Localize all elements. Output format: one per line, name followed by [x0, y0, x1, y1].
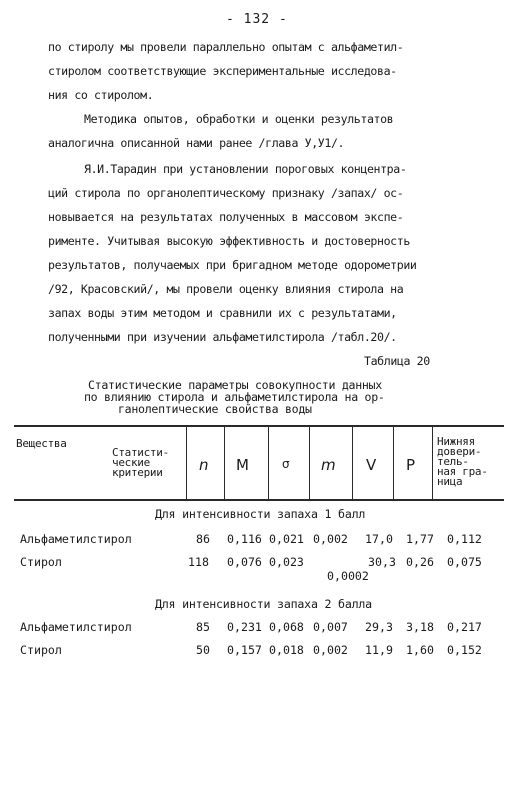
- row-v: 11,9: [365, 643, 393, 657]
- row-v: 17,0: [365, 532, 393, 546]
- paragraph-line: ций стирола по органолептическому признаку /запах/ ос-: [48, 186, 404, 200]
- row-v: 30,3: [368, 555, 396, 569]
- header-m: m: [321, 456, 336, 474]
- row-substance: Стирол: [20, 555, 62, 569]
- header-v: V: [366, 456, 377, 474]
- paragraph-line: Я.И.Тарадин при установлении пороговых концентра-: [84, 162, 407, 176]
- row-p: 3,18: [406, 620, 434, 634]
- row-sigma: 0,068: [269, 620, 304, 634]
- header-n: n: [199, 456, 209, 474]
- row-p: 1,60: [406, 643, 434, 657]
- row-n: 118: [188, 555, 209, 569]
- group-title: Для интенсивности запаха 2 балла: [155, 597, 372, 611]
- row-m: 0,002: [313, 643, 348, 657]
- column-divider: [186, 426, 187, 499]
- row-m: 0,002: [313, 532, 348, 546]
- row-n: 50: [196, 643, 210, 657]
- row-mean: 0,157: [227, 643, 262, 657]
- column-divider: [432, 426, 433, 499]
- row-sigma: 0,018: [269, 643, 304, 657]
- column-divider: [393, 426, 394, 499]
- table-caption-line: по влиянию стирола и альфаметилстирола на ор-: [84, 390, 385, 404]
- column-divider: [309, 426, 310, 499]
- row-p: 0,26: [406, 555, 434, 569]
- row-mean: 0,116: [227, 532, 262, 546]
- row-mean: 0,231: [227, 620, 262, 634]
- row-m: 0,007: [313, 620, 348, 634]
- table-header-rule: [14, 499, 504, 501]
- row-n: 86: [196, 532, 210, 546]
- paragraph-line: /92, Красовский/, мы провели оценку влияния стирола на: [48, 282, 404, 296]
- paragraph-line: рименте. Учитывая высокую эффективность и достоверность: [48, 234, 410, 248]
- group-title: Для интенсивности запаха 1 балл: [155, 507, 366, 521]
- row-mean: 0,076: [227, 555, 262, 569]
- paragraph-line: запах воды этим методом и сравнили их с результатами,: [48, 306, 397, 320]
- row-substance: Альфаметилстирол: [20, 532, 132, 546]
- table-label: Таблица 20: [364, 354, 430, 368]
- column-divider: [224, 426, 225, 499]
- paragraph-line: результатов, получаемых при бригадном методе одорометрии: [48, 258, 417, 272]
- row-sigma: 0,021: [269, 532, 304, 546]
- column-divider: [268, 426, 269, 499]
- page-number: - 132 -: [226, 12, 288, 27]
- header-p: P: [406, 456, 416, 474]
- table-caption-line: ганолептические свойства воды: [118, 402, 312, 416]
- paragraph-line: аналогична описанной нами ранее /глава У,У1/.: [48, 136, 345, 150]
- row-sigma: 0,023: [269, 555, 304, 569]
- header-criteria: Статисти- ческие критерии: [112, 446, 169, 479]
- column-divider: [352, 426, 353, 499]
- paragraph-line: стиролом соответствующие экспериментальные исследова-: [48, 64, 397, 78]
- row-lower: 0,075: [447, 555, 482, 569]
- row-v: 29,3: [365, 620, 393, 634]
- paragraph-line: новывается на результатах полученных в массовом экспе-: [48, 210, 404, 224]
- table-top-rule: [14, 425, 504, 427]
- row-lower: 0,217: [447, 620, 482, 634]
- paragraph-line: ния со стиролом.: [48, 88, 154, 102]
- row-m: 0,0002: [327, 569, 369, 583]
- header-lower-bound: Нижняя довери- тель- ная гра- ница: [437, 435, 488, 488]
- row-p: 1,77: [406, 532, 434, 546]
- row-lower: 0,152: [447, 643, 482, 657]
- header-substances: Вещества: [16, 437, 67, 450]
- row-lower: 0,112: [447, 532, 482, 546]
- paragraph-line: полученными при изучении альфаметилстирола /табл.20/.: [48, 330, 397, 344]
- header-mean: M: [236, 456, 249, 474]
- row-n: 85: [196, 620, 210, 634]
- table-caption-line: Статистические параметры совокупности данных: [88, 378, 382, 392]
- paragraph-line: Методика опытов, обработки и оценки результатов: [84, 112, 394, 126]
- header-sigma: σ: [282, 457, 290, 471]
- paragraph-line: по стиролу мы провели параллельно опытам с альфаметил-: [48, 40, 404, 54]
- row-substance: Стирол: [20, 643, 62, 657]
- row-substance: Альфаметилстирол: [20, 620, 132, 634]
